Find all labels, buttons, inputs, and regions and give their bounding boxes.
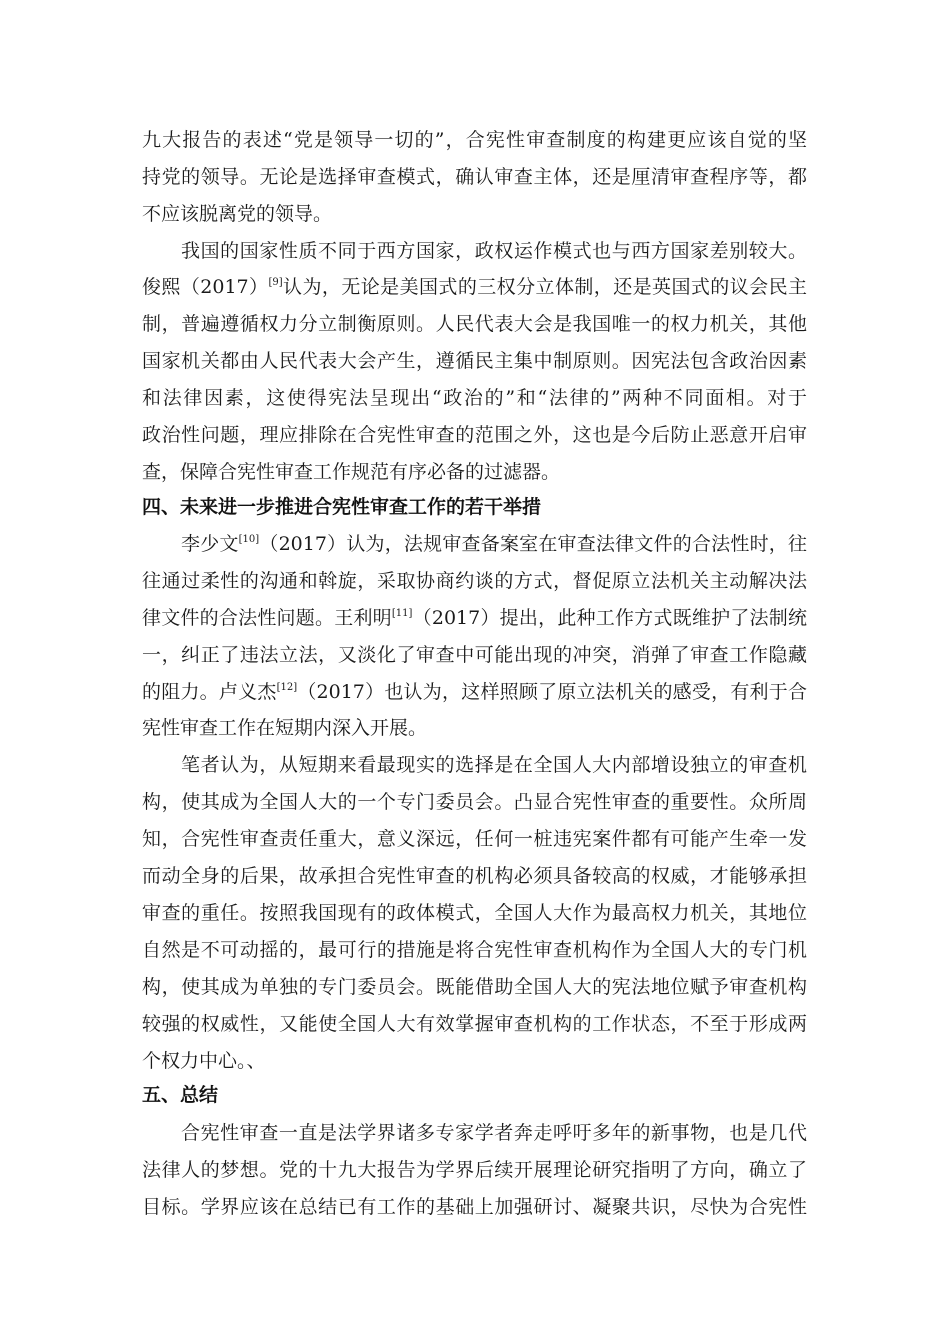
paragraph-line: 持党的领导。无论是选择审查模式，确认审查主体，还是厘清审查程序等，都 [142, 166, 807, 188]
paragraph-line: 查，保障合宪性审查工作规范有序必备的过滤器。 [142, 461, 561, 483]
section-heading: 五、总结 [142, 1084, 219, 1106]
author-text: 俊熙（2017） [142, 276, 269, 298]
paragraph-line: 知，合宪性审查责任重大，意义深远，任何一桩违宪案件都有可能产生牵一发 [142, 828, 807, 850]
paragraph-line: 制，普遍遵循权力分立制衡原则。人民代表大会是我国唯一的权力机关，其他 [142, 313, 807, 335]
body-text: 律文件的合法性问题。王利明 [142, 607, 392, 629]
paragraph-line-with-citation [142, 275, 807, 299]
body-text: （2017）提出，此种工作方式既维护了法制统 [412, 607, 807, 629]
paragraph-line: 自然是不可动摇的，最可行的措施是将合宪性审查机构作为全国人大的专门机 [142, 939, 807, 961]
body-text: 的阻力。卢义杰 [142, 681, 277, 703]
paragraph-line-with-citation [181, 532, 807, 556]
paragraph-line: 法律人的梦想。党的十九大报告为学界后续开展理论研究指明了方向，确立了 [142, 1159, 807, 1181]
citation-ref: [12] [276, 682, 298, 693]
body-text: （2017）认为，法规审查备案室在审查法律文件的合法性时，往 [259, 533, 807, 555]
paragraph-line: 较强的权威性，又能使全国人大有效掌握审查机构的工作状态，不至于形成两 [142, 1013, 807, 1035]
paragraph-line: 我国的国家性质不同于西方国家，政权运作模式也与西方国家差别较大。 [181, 240, 807, 262]
paragraph-line: 九大报告的表述“党是领导一切的”，合宪性审查制度的构建更应该自觉的坚 [142, 129, 807, 151]
section-heading: 四、未来进一步推进合宪性审查工作的若干举措 [142, 496, 542, 518]
paragraph-line: 合宪性审查一直是法学界诸多专家学者奔走呼吁多年的新事物，也是几代 [181, 1122, 807, 1144]
body-text: 认为，无论是美国式的三权分立体制，还是英国式的议会民主 [282, 276, 807, 298]
citation-ref: [10] [238, 534, 260, 545]
paragraph-line: 宪性审查工作在短期内深入开展。 [142, 717, 428, 739]
body-text: （2017）也认为，这样照顾了原立法机关的感受，有利于合 [297, 681, 807, 703]
paragraph-line: 不应该脱离党的领导。 [142, 203, 333, 225]
paragraph-line: 政治性问题，理应排除在合宪性审查的范围之外，这也是今后防止恶意开启审 [142, 424, 807, 446]
paragraph-line: 往通过柔性的沟通和斡旋，采取协商约谈的方式，督促原立法机关主动解决法 [142, 570, 807, 592]
paragraph-line: 国家机关都由人民代表大会产生，遵循民主集中制原则。因宪法包含政治因素 [142, 350, 807, 372]
citation-ref: [9] [268, 277, 283, 288]
paragraph-line: 而动全身的后果，故承担合宪性审查的机构必须具备较高的权威，才能够承担 [142, 865, 807, 887]
author-text: 李少文 [181, 533, 239, 555]
paragraph-line: 个权力中心。、 [142, 1050, 266, 1072]
citation-ref: [11] [391, 608, 413, 619]
paragraph-line: 目标。学界应该在总结已有工作的基础上加强研讨、凝聚共识，尽快为合宪性 [142, 1196, 807, 1218]
paragraph-line: 构，使其成为单独的专门委员会。既能借助全国人大的宪法地位赋予审查机构 [142, 976, 807, 998]
paragraph-line-with-citation [142, 680, 807, 704]
paragraph-line: 笔者认为，从短期来看最现实的选择是在全国人大内部增设独立的审查机 [181, 754, 807, 776]
paragraph-line: 和法律因素，这使得宪法呈现出“政治的”和“法律的”两种不同面相。对于 [142, 387, 807, 409]
paragraph-line-with-citation [142, 606, 807, 630]
paragraph-line: 审查的重任。按照我国现有的政体模式，全国人大作为最高权力机关，其地位 [142, 902, 807, 924]
paragraph-line: 一，纠正了违法立法，又淡化了审查中可能出现的冲突，消弹了审查工作隐藏 [142, 644, 807, 666]
paragraph-line: 构，使其成为全国人大的一个专门委员会。凸显合宪性审查的重要性。众所周 [142, 791, 807, 813]
